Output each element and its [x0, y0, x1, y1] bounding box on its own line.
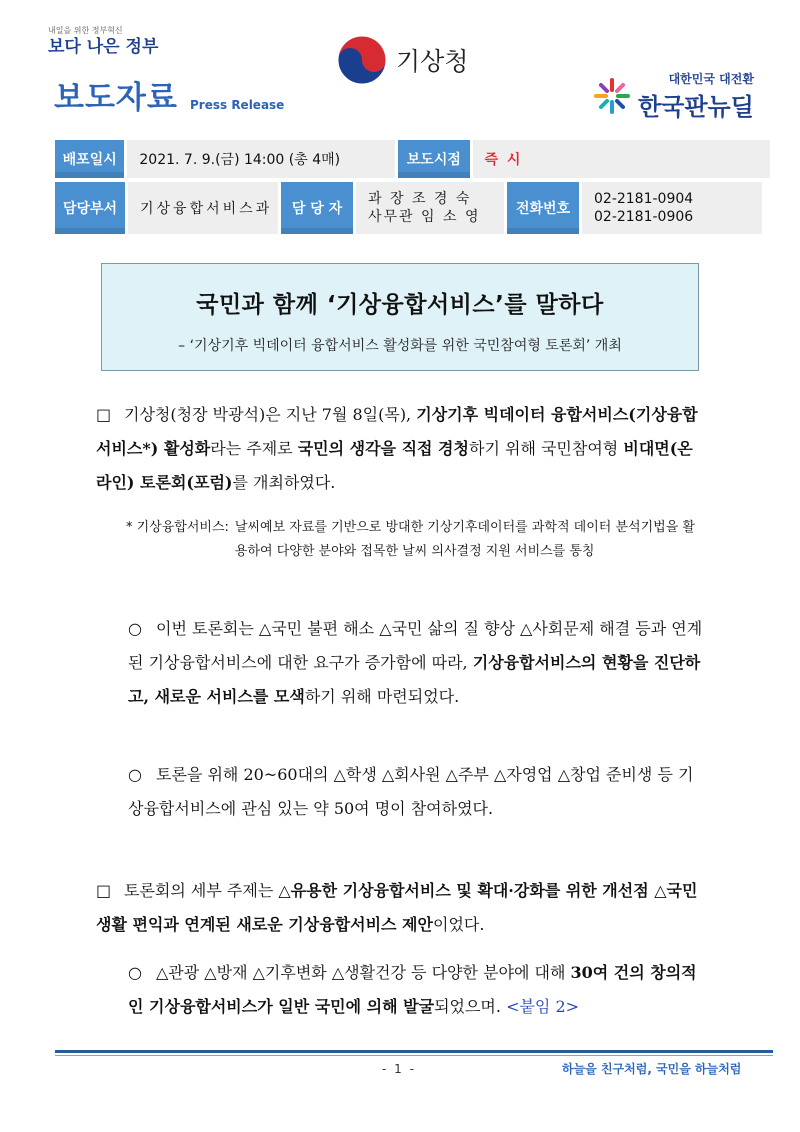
- phone-label: 전화번호: [507, 182, 579, 234]
- phone-1: 02-2181-0904: [594, 191, 694, 207]
- gov-tag: 내일을 위한 정부혁신: [48, 26, 123, 35]
- subheadline: – ‘기상기후 빅데이터 융합서비스 활성화를 위한 국민참여형 토론회’ 개최: [178, 338, 622, 354]
- checkbox-bullet-icon: □: [96, 881, 112, 900]
- headline: 국민과 함께 ‘기상융합서비스’를 말하다: [196, 292, 604, 318]
- newdeal-star-icon: [592, 76, 632, 116]
- release-date: 2021. 7. 9.(금) 14:00 (총 4매): [127, 140, 395, 178]
- footnote: [126, 516, 706, 564]
- newdeal-logo: [592, 70, 754, 122]
- contact-1: 과 장 조 경 숙: [368, 191, 472, 207]
- circle-bullet-icon: ○: [128, 619, 142, 638]
- newdeal-tag: 대한민국 대전환: [668, 72, 754, 86]
- footnote-text: 날씨예보 자료를 기반으로 방대한 기상기후데이터를 과학적 데이터 분석기법을 활용하여 다양한 분야와 접목한 날씨 의사결정 지원 서비스를 통칭: [234, 520, 695, 559]
- page-number: - 1 -: [382, 1062, 416, 1076]
- gov-innovation-logo: [48, 26, 158, 58]
- newdeal-name: 한국판뉴딜: [638, 93, 754, 121]
- release-date-label: 배포일시: [55, 140, 124, 178]
- paragraph-1: □ 기상청(청장 박광석)은 지난 7월 8일(목), 기상기후 빅데이터 융합서비스(기상융합서비스*) 활성화라는 주제로 국민의 생각을 직접 경청하기 위해 국민참여형 비대면(온라인) 토론회(포럼)를 개최하였다.: [96, 398, 708, 500]
- kma-logo: [336, 34, 468, 86]
- attachment-reference: <붙임 2>: [506, 997, 580, 1016]
- dept-value: 기상융합서비스과: [128, 182, 278, 234]
- press-title: 보도자료: [54, 80, 178, 116]
- contact-values: [356, 182, 504, 234]
- headline-box: [101, 263, 699, 371]
- checkbox-bullet-icon: □: [96, 405, 112, 424]
- paragraph-5: ○ △관광 △방재 △기후변화 △생활건강 등 다양한 분야에 대해 30여 건의 창의적인 기상융합서비스가 일반 국민에 의해 발굴되었으며. <붙임 2>: [128, 956, 708, 1024]
- circle-bullet-icon: ○: [128, 963, 142, 982]
- embargo-value: 즉 시: [473, 140, 770, 178]
- footnote-label: * 기상융합서비스:: [126, 520, 229, 535]
- release-info-table: [55, 140, 773, 238]
- press-subtitle: Press Release: [190, 98, 285, 112]
- paragraph-4: □ 토론회의 세부 주제는 △유용한 기상융합서비스 및 확대·강화를 위한 개선점 △국민 생활 편익과 연계된 새로운 기상융합서비스 제안이었다.: [96, 874, 708, 942]
- contact-label: 담 당 자: [281, 182, 353, 234]
- agency-name: 기상청: [396, 47, 469, 76]
- footer-divider: [55, 1050, 773, 1053]
- kma-emblem-icon: [336, 34, 388, 86]
- contact-2: 사무관 임 소 영: [368, 209, 481, 225]
- footer-divider-thin: [55, 1055, 773, 1056]
- embargo-label: 보도시점: [398, 140, 469, 178]
- phone-2: 02-2181-0906: [594, 209, 694, 225]
- dept-label: 담당부서: [55, 182, 125, 234]
- footer-slogan: 하늘을 친구처럼, 국민을 하늘처럼: [562, 1062, 742, 1076]
- paragraph-2: ○ 이번 토론회는 △국민 불편 해소 △국민 삶의 질 향상 △사회문제 해결 등과 연계된 기상융합서비스에 대한 요구가 증가함에 따라, 기상융합서비스의 현황을 진단하고, 새로운 서비스를 모색하기 위해 마련되었다.: [128, 612, 708, 714]
- circle-bullet-icon: ○: [128, 765, 142, 784]
- gov-logo-text: 보다 나은 정부: [48, 37, 159, 57]
- phone-values: [582, 182, 762, 234]
- paragraph-3: ○ 토론을 위해 20~60대의 △학생 △회사원 △주부 △자영업 △창업 준비생 등 기상융합서비스에 관심 있는 약 50여 명이 참여하였다.: [128, 758, 708, 826]
